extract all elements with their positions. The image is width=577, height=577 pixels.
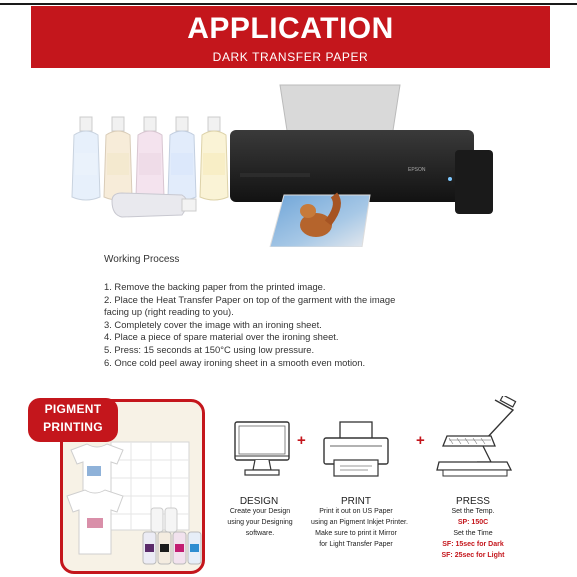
pigment-printing-badge [28,398,118,442]
press-title: PRESS [456,496,490,507]
printer [230,85,493,247]
print-line: using an Pigment Inkjet Printer. [311,519,408,526]
printer-icon [320,420,392,480]
process-step: 4. Place a piece of spare material over the ironing sheet. [104,331,339,343]
svg-text:EPSON: EPSON [408,167,426,173]
process-step: 1. Remove the backing paper from the printed image. [104,281,326,292]
press-line: Set the Time [453,530,493,537]
press-time-light: SF: 25sec for Light [441,552,505,559]
heat-press-icon [435,396,521,482]
print-line: Make sure to print it Mirror [315,530,397,537]
page-title: APPLICATION [187,12,394,45]
design-line: Create your Design [229,508,291,515]
print-line: for Light Transfer Paper [319,541,393,548]
printing-title: PRINTING [43,420,103,434]
product-photo [70,75,510,247]
process-flow [225,396,525,574]
pigment-title: PIGMENT [44,402,102,416]
plus-icon: + [416,432,425,449]
press-line: Set the Temp. [451,508,495,515]
print-title: PRINT [341,496,371,507]
design-title: DESIGN [239,496,279,507]
header-banner [31,6,550,68]
ink-bottles [72,117,228,217]
monitor-icon [233,420,291,478]
page-subtitle: DARK TRANSFER PAPER [212,50,369,64]
press-time-dark: SF: 15sec for Dark [442,541,504,548]
process-step: 6. Once cold peel away ironing sheet in a smooth even motion. [104,356,366,368]
process-step: facing up (right reading to you). [104,306,234,318]
process-step: 2. Place the Heat Transfer Paper on top of the garment with the image [104,293,396,305]
working-process-title: Working Process [104,254,180,265]
plus-icon: + [297,432,306,449]
process-step: 5. Press: 15 seconds at 150°C using low pressure. [104,343,315,355]
design-line: using your Designing [227,519,293,526]
pigment-printing-image [63,436,203,572]
design-line: software. [245,530,275,537]
top-rule [0,3,577,5]
process-steps [104,281,434,369]
process-step: 3. Completely cover the image with an ironing sheet. [104,318,322,330]
press-temp: SP: 150C [457,519,489,526]
print-line: Print it out on US Paper [319,508,393,515]
